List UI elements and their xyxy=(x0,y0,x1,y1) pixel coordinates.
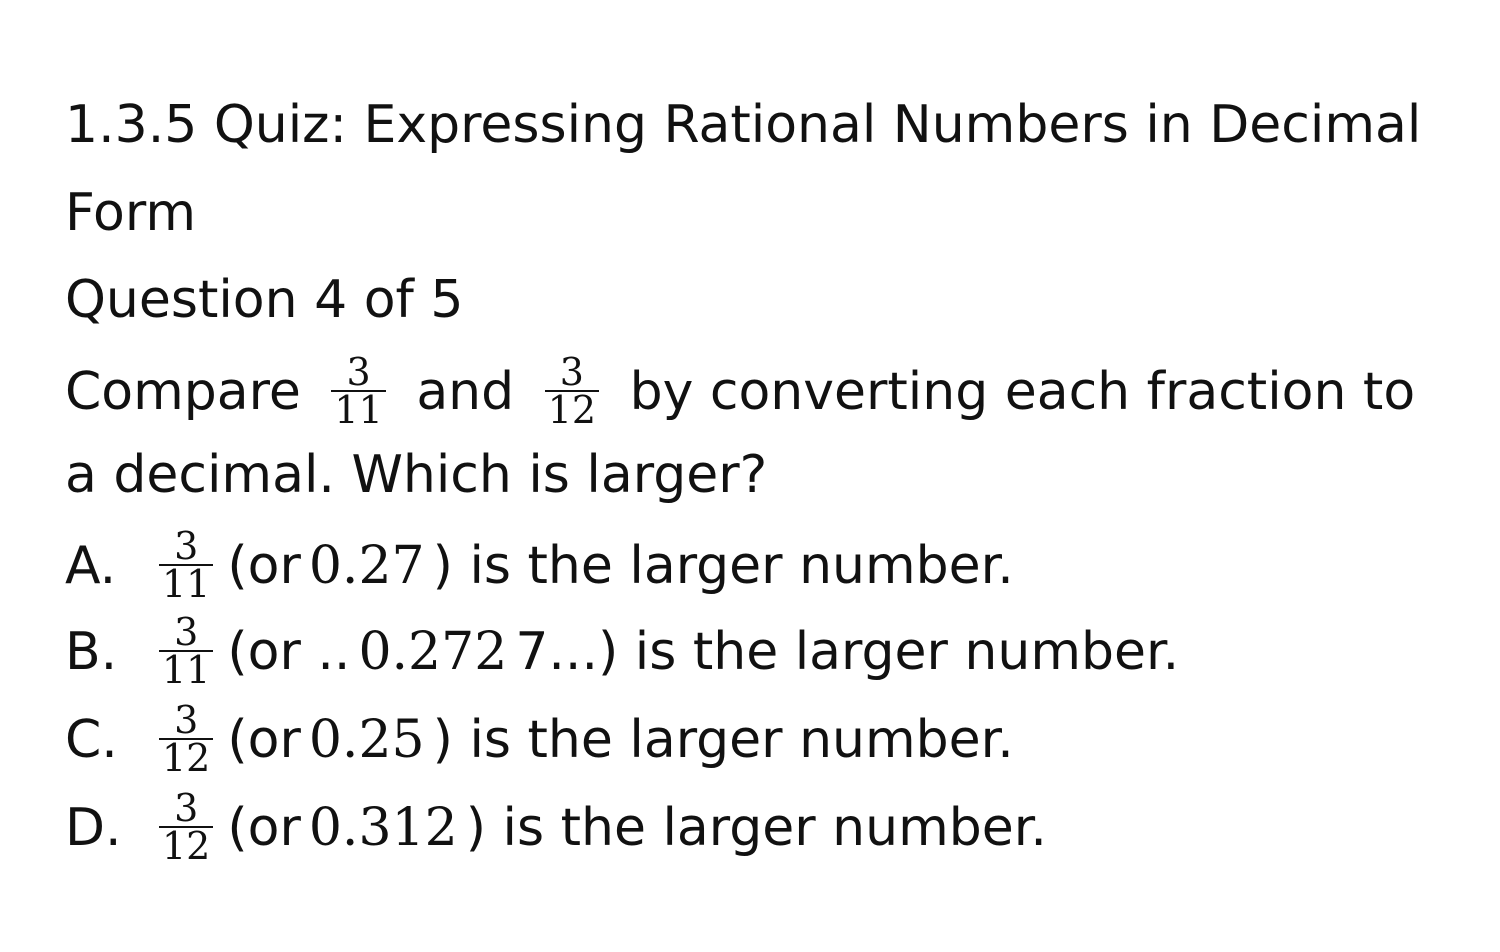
option-letter: C. xyxy=(65,710,118,770)
fraction-denominator: 11 xyxy=(162,562,211,606)
answer-option-d[interactable] xyxy=(65,786,1047,868)
option-text-post: 7...) is the larger number. xyxy=(515,622,1180,682)
fraction-3-12 xyxy=(545,350,599,432)
option-letter: A. xyxy=(65,536,117,596)
option-decimal: 0.25 xyxy=(308,710,425,770)
fraction-3-11 xyxy=(331,350,385,432)
question-number: Question 4 of 5 xyxy=(65,270,464,330)
option-decimal: 0.312 xyxy=(308,798,458,858)
option-text-post: ) is the larger number. xyxy=(432,536,1014,596)
fraction-numerator: 3 xyxy=(159,528,213,566)
fraction-numerator: 3 xyxy=(545,354,599,392)
option-fraction xyxy=(159,524,213,606)
option-text-pre: (or xyxy=(227,536,301,596)
fraction-numerator: 3 xyxy=(159,702,213,740)
fraction-denominator: 12 xyxy=(162,736,211,780)
option-fraction xyxy=(159,786,213,868)
option-text-post: ) is the larger number. xyxy=(465,798,1047,858)
option-text-pre: (or .. xyxy=(227,622,351,682)
prompt-text-after: by converting each fraction to xyxy=(629,362,1416,422)
prompt-text-before: Compare xyxy=(65,362,301,422)
quiz-title: 1.3.5 Quiz: Expressing Rational Numbers in Decimal xyxy=(65,95,1422,155)
fraction-denominator: 11 xyxy=(162,648,211,692)
fraction-denominator: 12 xyxy=(162,824,211,868)
answer-option-a[interactable] xyxy=(65,524,1014,606)
fraction-numerator: 3 xyxy=(331,354,385,392)
quiz-title-continued: Form xyxy=(65,183,196,243)
prompt-text-middle: and xyxy=(416,362,515,422)
option-text-pre: (or xyxy=(227,710,301,770)
answer-option-b[interactable] xyxy=(65,610,1180,692)
question-prompt xyxy=(65,350,1416,432)
option-text-post: ) is the larger number. xyxy=(432,710,1014,770)
option-letter: D. xyxy=(65,798,122,858)
option-fraction xyxy=(159,698,213,780)
option-fraction xyxy=(159,610,213,692)
fraction-denominator: 11 xyxy=(334,388,383,432)
option-letter: B. xyxy=(65,622,118,682)
answer-option-c[interactable] xyxy=(65,698,1014,780)
fraction-denominator: 12 xyxy=(547,388,597,432)
option-decimal: 0.272 xyxy=(358,622,508,682)
question-prompt-continued: a decimal. Which is larger? xyxy=(65,445,768,505)
fraction-numerator: 3 xyxy=(159,614,213,652)
fraction-numerator: 3 xyxy=(159,790,213,828)
option-text-pre: (or xyxy=(227,798,301,858)
option-decimal: 0.27 xyxy=(308,536,425,596)
